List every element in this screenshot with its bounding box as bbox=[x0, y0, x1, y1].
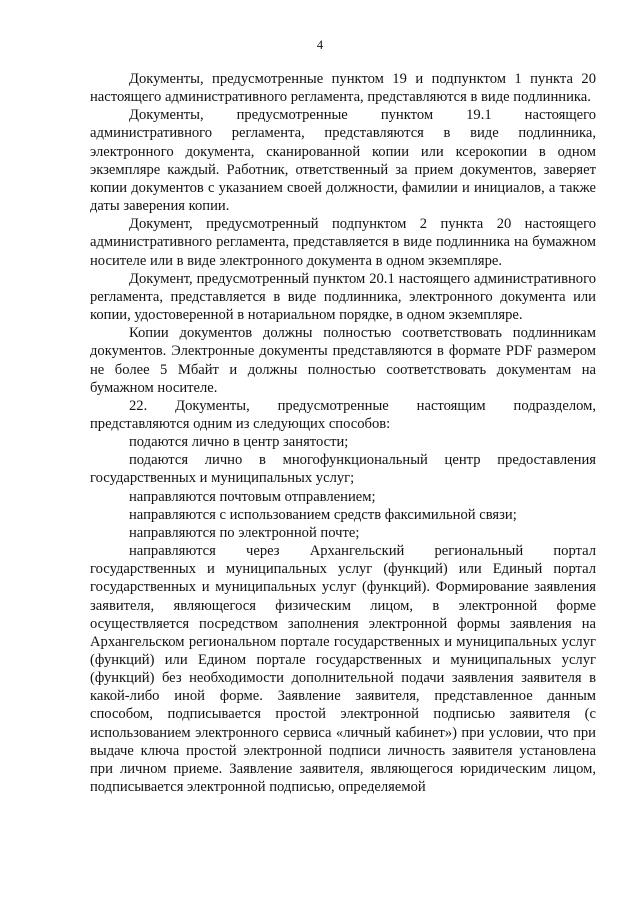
paragraph-22-methods: 22. Документы, предусмотренные настоящим подразделом, представляются одним из следующих способов: bbox=[90, 397, 596, 432]
paragraph-doc-20-1: Документ, предусмотренный пунктом 20.1 настоящего административного регламента, представляется в виде подлинника, электронного документа или копии, удостоверенной в нотариальном порядке, в одном экземпляре. bbox=[90, 270, 596, 324]
list-item-mfc: подаются лично в многофункциональный центр предоставления государственных и муниципальных услуг; bbox=[90, 452, 596, 487]
paragraph-original-docs: Документы, предусмотренные пунктом 19 и подпунктом 1 пункта 20 настоящего административного регламента, представляются в виде подлинника. bbox=[90, 71, 596, 106]
paragraph-doc-sub2-p20: Документ, предусмотренный подпунктом 2 пункта 20 настоящего административного регламента, представляется в виде подлинника на бумажном носителе или в виде электронного документа в одном экземпляре. bbox=[90, 216, 596, 269]
paragraph-docs-19-1: Документы, предусмотренные пунктом 19.1 настоящего административного регламента, представляются в виде подлинника, электронного документа, сканированной копии или ксерокопии в одном экземпляре каждый. Работник, ответственный за прием документов, заверяет копии документов с указанием своей должности, фамилии и инициалов, а также даты заверения копии. bbox=[90, 107, 596, 215]
document-body bbox=[90, 70, 596, 796]
list-item-email: направляются по электронной почте; bbox=[129, 524, 360, 541]
list-item-fax: направляются с использованием средств факсимильной связи; bbox=[129, 506, 517, 523]
page-number: 4 bbox=[316, 38, 324, 52]
list-item-employment-center: подаются лично в центр занятости; bbox=[129, 434, 349, 451]
list-item-portal: направляются через Архангельский региональный портал государственных и муниципальных услуг (функций) или Единый портал государственных и муниципальных услуг (функций). Формирование заявления заявителя, являющегося физическим лицом, в электронной форме осуществляется посредством заполнения электронной формы заявления на Архангельском региональном портале государственных и муниципальных услуг (функций) или Едином портале государственных и муниципальных услуг (функций) без необходимости дополнительной подачи заявления заявителя в какой-либо иной форме. Заявление заявителя, представленное данным способом, подписывается простой электронной подписью заявителя (с использованием электронного сервиса «личный кабинет») при условии, что при выдаче ключа простой электронной подписи личность заявителя установлена при личном приеме. Заявление заявителя, являющегося юридическим лицом, подписывается электронной подписью, определяемой bbox=[90, 543, 596, 796]
list-item-postal: направляются почтовым отправлением; bbox=[129, 488, 376, 505]
paragraph-copies-electronic: Копии документов должны полностью соответствовать подлинникам документов. Электронные документы представляются в формате PDF размером не более 5 Мбайт и должны полностью соответствовать документам на бумажном носителе. bbox=[90, 325, 596, 396]
